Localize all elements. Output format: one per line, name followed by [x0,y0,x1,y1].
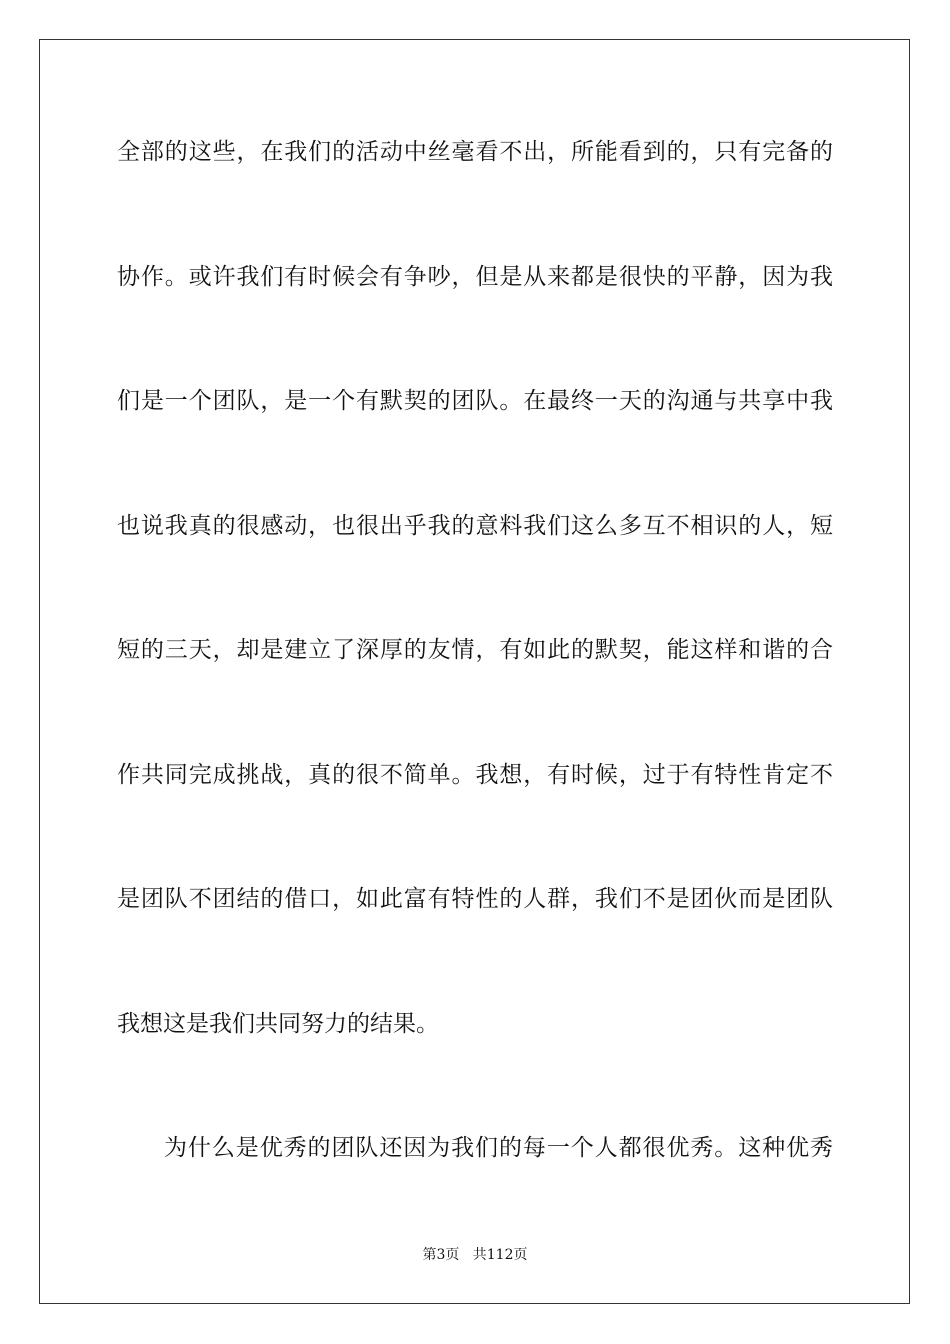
paragraph-line: 们是一个团队，是一个有默契的团队。在最终一天的沟通与共享中我 [117,388,833,414]
page-number-total: 共112页 [472,1247,528,1263]
paragraph-line: 也说我真的很感动，也很出乎我的意料我们这么多互不相识的人，短 [117,513,833,539]
paragraph-line: 是团队不团结的借口，如此富有特性的人群，我们不是团伙而是团队 [117,886,833,912]
page-frame [39,39,910,1304]
paragraph-line: 短的三天，却是建立了深厚的友情，有如此的默契，能这样和谐的合 [117,637,833,663]
page-number-current: 第3页 [422,1247,460,1263]
paragraph-line: 协作。或许我们有时候会有争吵，但是从来都是很快的平静，因为我 [117,264,833,290]
page-footer [0,1245,950,1265]
paragraph-line: 我想这是我们共同努力的结果。 [117,1011,439,1037]
paragraph-line: 作共同完成挑战，真的很不简单。我想，有时候，过于有特性肯定不 [117,762,833,788]
paragraph-line: 全部的这些，在我们的活动中丝毫看不出，所能看到的，只有完备的 [117,139,833,165]
paragraph-line: 为什么是优秀的团队还因为我们的每一个人都很优秀。这种优秀 [164,1135,833,1161]
